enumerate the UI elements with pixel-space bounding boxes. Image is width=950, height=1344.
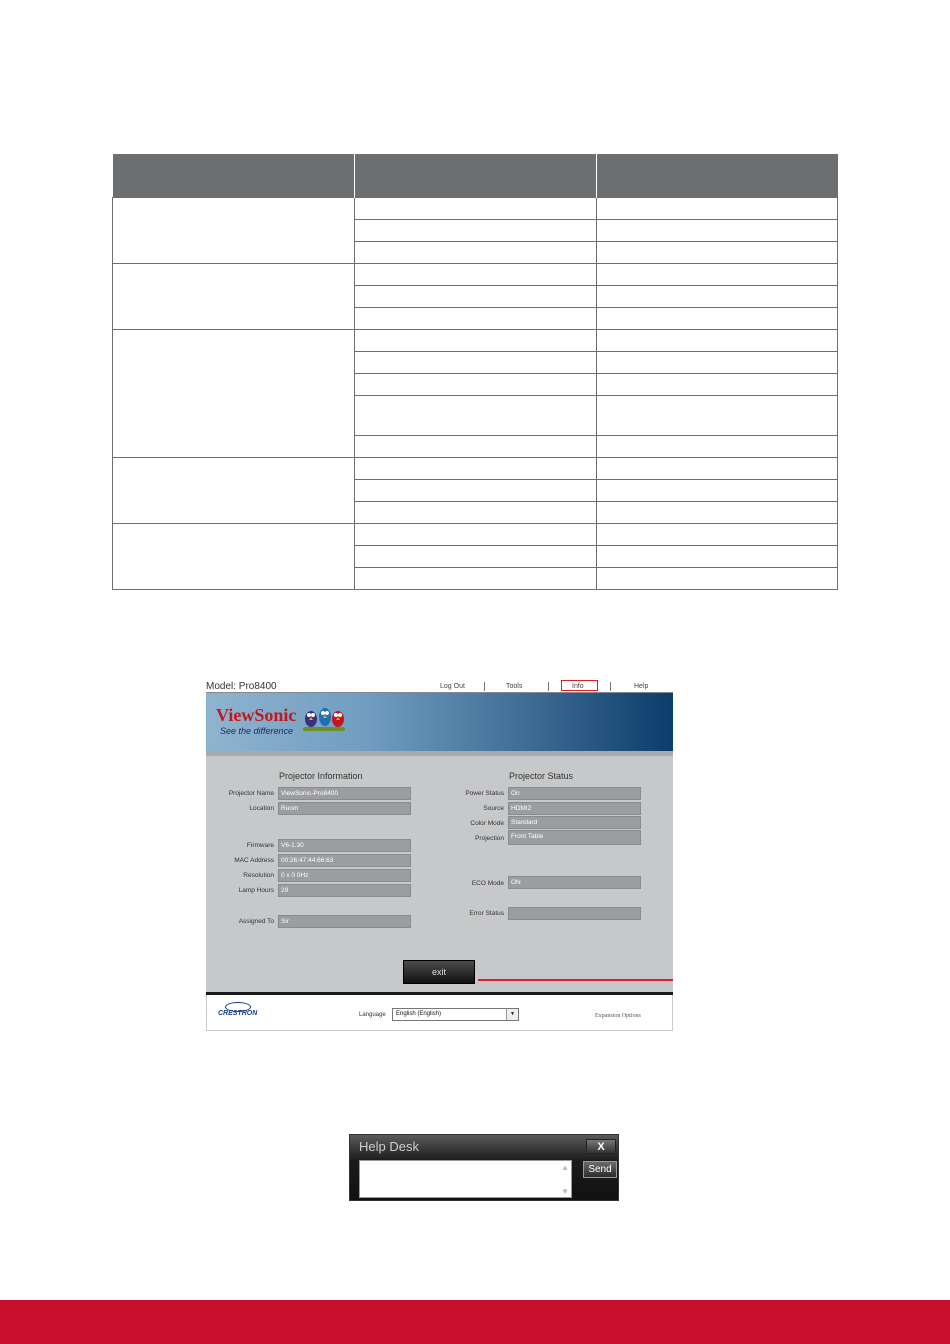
- firmware-label: Firmware: [246, 842, 274, 849]
- viewsonic-logo: ViewSonic: [216, 705, 297, 725]
- exit-callout-line: [478, 979, 673, 981]
- dropdown-arrow-icon[interactable]: ▼: [506, 1009, 518, 1020]
- birds-mascot-icon: [301, 703, 347, 733]
- power-status-label: Power Status: [465, 790, 504, 797]
- eco-mode-label: ECO Mode: [471, 880, 504, 887]
- footer-brand-bar: [0, 1300, 950, 1344]
- color-mode-label: Color Mode: [470, 820, 504, 827]
- table-row: [113, 330, 838, 352]
- nav-tools-link[interactable]: Tools: [506, 683, 523, 690]
- lamp-hours-label: Lamp Hours: [238, 887, 274, 894]
- assigned-to-field: Sir: [278, 915, 411, 928]
- location-label: Location: [249, 805, 274, 812]
- nav-info-link[interactable]: Info: [572, 683, 584, 690]
- error-status-label: Error Status: [469, 910, 504, 917]
- brand-banner: [206, 693, 673, 751]
- info-highlight-box: [561, 680, 598, 691]
- scroll-up-icon[interactable]: ▲: [561, 1163, 569, 1172]
- language-select[interactable]: [392, 1008, 519, 1021]
- projector-name-field: ViewSonic-Pro8400: [278, 787, 411, 800]
- table-group-cell: [113, 330, 355, 458]
- table-group-cell: [113, 198, 355, 264]
- table-row: [113, 264, 838, 286]
- projector-information-title: Projector Information: [279, 771, 363, 781]
- projector-name-label: Projector Name: [228, 790, 274, 797]
- lamp-hours-field: 29: [278, 884, 411, 897]
- help-desk-close-button[interactable]: X: [586, 1139, 616, 1154]
- table-header-cell: [597, 154, 838, 198]
- table-row: [113, 458, 838, 480]
- help-desk-title: Help Desk: [359, 1139, 419, 1154]
- power-status-field: On: [508, 787, 641, 800]
- firmware-field: V6-1.30: [278, 839, 411, 852]
- table-group-cell: [113, 264, 355, 330]
- brand-tagline: See the difference: [220, 726, 294, 736]
- help-desk-window: [349, 1134, 619, 1201]
- language-label: Language: [359, 1012, 386, 1018]
- table-header-row: [113, 154, 838, 198]
- table-row: [113, 524, 838, 546]
- location-field: Room: [278, 802, 411, 815]
- mac-address-field: 00:26:47:44:66:63: [278, 854, 411, 867]
- projection-field: Front Table: [508, 830, 641, 845]
- exit-button[interactable]: exit: [403, 960, 475, 984]
- nav-divider: [610, 682, 611, 691]
- table-header-cell: [113, 154, 355, 198]
- language-selected-value: English (English): [396, 1011, 442, 1017]
- info-panel: [206, 756, 673, 992]
- table-group-cell: [113, 524, 355, 590]
- source-field: HDMI2: [508, 802, 641, 815]
- console-footer: [206, 995, 673, 1031]
- expansion-options-link[interactable]: Expansion Options: [595, 1013, 641, 1019]
- help-desk-message-input[interactable]: [359, 1160, 572, 1198]
- scroll-down-icon[interactable]: ▼: [561, 1187, 569, 1196]
- assigned-to-label: Assigned To: [238, 918, 274, 925]
- nav-divider: [548, 682, 549, 691]
- help-desk-send-button[interactable]: Send: [583, 1161, 617, 1178]
- color-mode-field: Standard: [508, 816, 641, 829]
- projector-status-title: Projector Status: [509, 771, 574, 781]
- model-label: Model: Pro8400: [206, 681, 277, 692]
- nav-help-link[interactable]: Help: [634, 683, 649, 690]
- source-label: Source: [483, 805, 504, 812]
- resolution-label: Resolution: [243, 872, 274, 879]
- error-status-field: [508, 907, 641, 920]
- crestron-logo: CRESTRON: [218, 1010, 258, 1017]
- table-row: [113, 198, 838, 220]
- nav-divider: [484, 682, 485, 691]
- spec-table: [112, 154, 838, 590]
- nav-logout-link[interactable]: Log Out: [440, 683, 465, 690]
- projector-web-console: [206, 680, 673, 1031]
- table-header-cell: [355, 154, 597, 198]
- mac-address-label: MAC Address: [234, 857, 274, 864]
- table-group-cell: [113, 458, 355, 524]
- resolution-field: 0 x 0 0Hz: [278, 869, 411, 882]
- eco-mode-field: ON: [508, 876, 641, 889]
- projection-label: Projection: [475, 835, 504, 842]
